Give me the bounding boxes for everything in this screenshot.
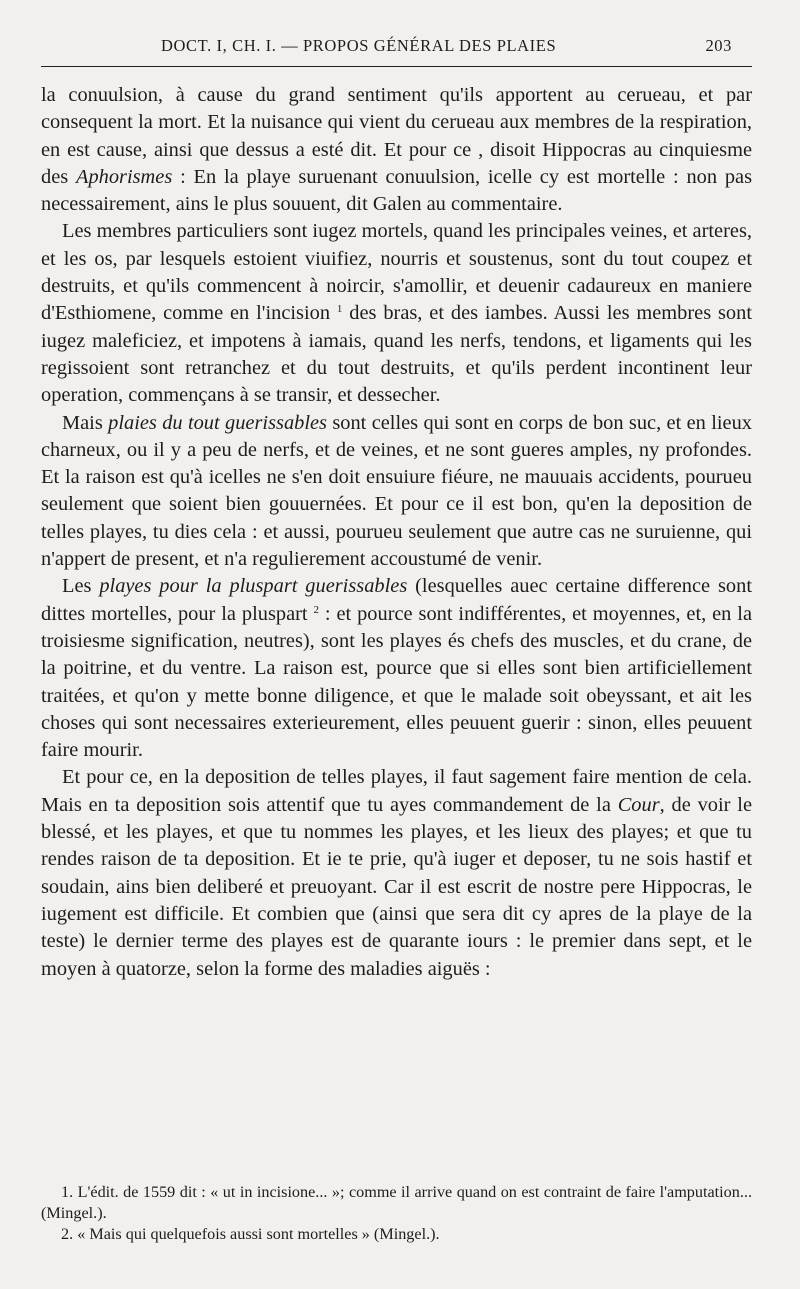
paragraph bbox=[41, 410, 752, 574]
footnote-ref: 2 bbox=[313, 603, 319, 616]
text-span: sont celles qui sont en corps de bon suc, et en lieux charneux, ou il y a peu de nerfs, et de veines, et ne sont gueres amples, ny profondes. Et la raison est qu'à icelles ne s'en doit ensuiure fiéure, ne mauuais accidents, pourueu seulement que soient bien gouuernées. Et pour ce il est bon, qu'en la deposition de telles playes, tu dies cela : et aussi, pourueu seulement que autre cas ne suruienne, qui n'appert de present, et n'a regulierement accoustumé de venir. bbox=[41, 411, 752, 571]
footnote: 1. L'édit. de 1559 dit : « ut in incisione... »; comme il arrive quand on est contraint de faire l'amputation... (Mingel.). bbox=[41, 1183, 752, 1222]
paragraph bbox=[41, 82, 752, 218]
text-span: , de voir le blessé, et les playes, et que tu nommes les playes, et les lieux des playes; et que tu rendes raison de ta deposition. Et ie te prie, qu'à iuger et deposer, tu ne sois hastif et soudain, ains bien deliberé et preuoyant. Car il est escrit de nostre pere Hippocras, le iugement est difficile. Et combien que (ainsi que sera dit cy apres de la playe de la teste) le dernier terme des playes est de quarante iours : le premier dans sept, et le moyen à quatorze, selon la forme des maladies aiguës : bbox=[41, 793, 752, 980]
text-span: Les bbox=[62, 575, 100, 598]
italic-span: Aphorismes bbox=[75, 165, 173, 188]
page-number: 203 bbox=[705, 36, 732, 55]
text-span: la conuulsion, à cause du grand sentiment qu'ils apportent au cerueau, et par consequent la mort. Et la nuisance qui vient du cerueau aux membres de la respiration, en est cause, ainsi que dessus a esté dit. Et pour ce , disoit Hippocras au cinquiesme des bbox=[41, 84, 752, 188]
book-page bbox=[41, 30, 753, 1243]
paragraph bbox=[41, 573, 752, 764]
running-head: DOCT. I, CH. I. — PROPOS GÉNÉRAL DES PLAIES bbox=[161, 36, 557, 55]
text-span: : et pource sont indifférentes, et moyennes, et, en la troisiesme signification, neutres), sont les playes és chefs des muscles, et du crane, de la poitrine, et du ventre. La raison est, pource que si elles sont bien artificiellement traitées, et qu'on y mette bonne diligence, et que le malade soit obeyssant, et ait les choses qui sont necessaires exterieurement, elles peuuent guerir : sinon, elles peuuent faire mourir. bbox=[41, 602, 752, 762]
text-span: Et pour ce, en la deposition de telles playes, il faut sagement faire mention de cela. Mais en ta deposition sois attentif que tu ayes commandement de la bbox=[41, 766, 752, 816]
text-span: Les membres particuliers sont iugez mortels, quand les principales veines, et arteres, et les os, par lesquels estoient viuifiez, nourris et soustenus, sont du tout coupez et destruits, et qu'ils commencent à noircir, s'amollir, et deuenir cadaureux en maniere d'Esthiomene, comme en l'incision bbox=[41, 220, 752, 325]
text-span: (lesquelles auec certaine difference sont dittes mortelles, pour la pluspart bbox=[41, 575, 752, 625]
body-text bbox=[41, 82, 752, 983]
paragraph bbox=[41, 218, 752, 409]
text-span: : En la playe suruenant conuulsion, icelle cy est mortelle : non pas necessairement, ains le plus souuent, dit Galen au commentaire. bbox=[41, 165, 753, 216]
italic-span: plaies du tout guerissables bbox=[108, 411, 327, 434]
italic-span: Cour bbox=[617, 793, 660, 816]
paragraph bbox=[41, 764, 752, 982]
header-rule bbox=[41, 66, 752, 67]
italic-span: playes pour la pluspart guerissables bbox=[99, 575, 408, 598]
text-span: Mais bbox=[62, 411, 109, 434]
footnotes bbox=[41, 1182, 752, 1245]
footnote-ref: 1 bbox=[336, 303, 343, 316]
footnote: 2. « Mais qui quelquefois aussi sont mortelles » (Mingel.). bbox=[61, 1225, 440, 1243]
page-header bbox=[41, 30, 752, 60]
text-span: des bras, et des iambes. Aussi les membres sont iugez maleficiez, et impotens à iamais, quand les nerfs, tendons, et ligaments qui les regissoient sont retranchez et du tout destruits, et qu'ils perdent incontinent leur operation, commençans à se transir, et dessecher. bbox=[41, 302, 752, 407]
